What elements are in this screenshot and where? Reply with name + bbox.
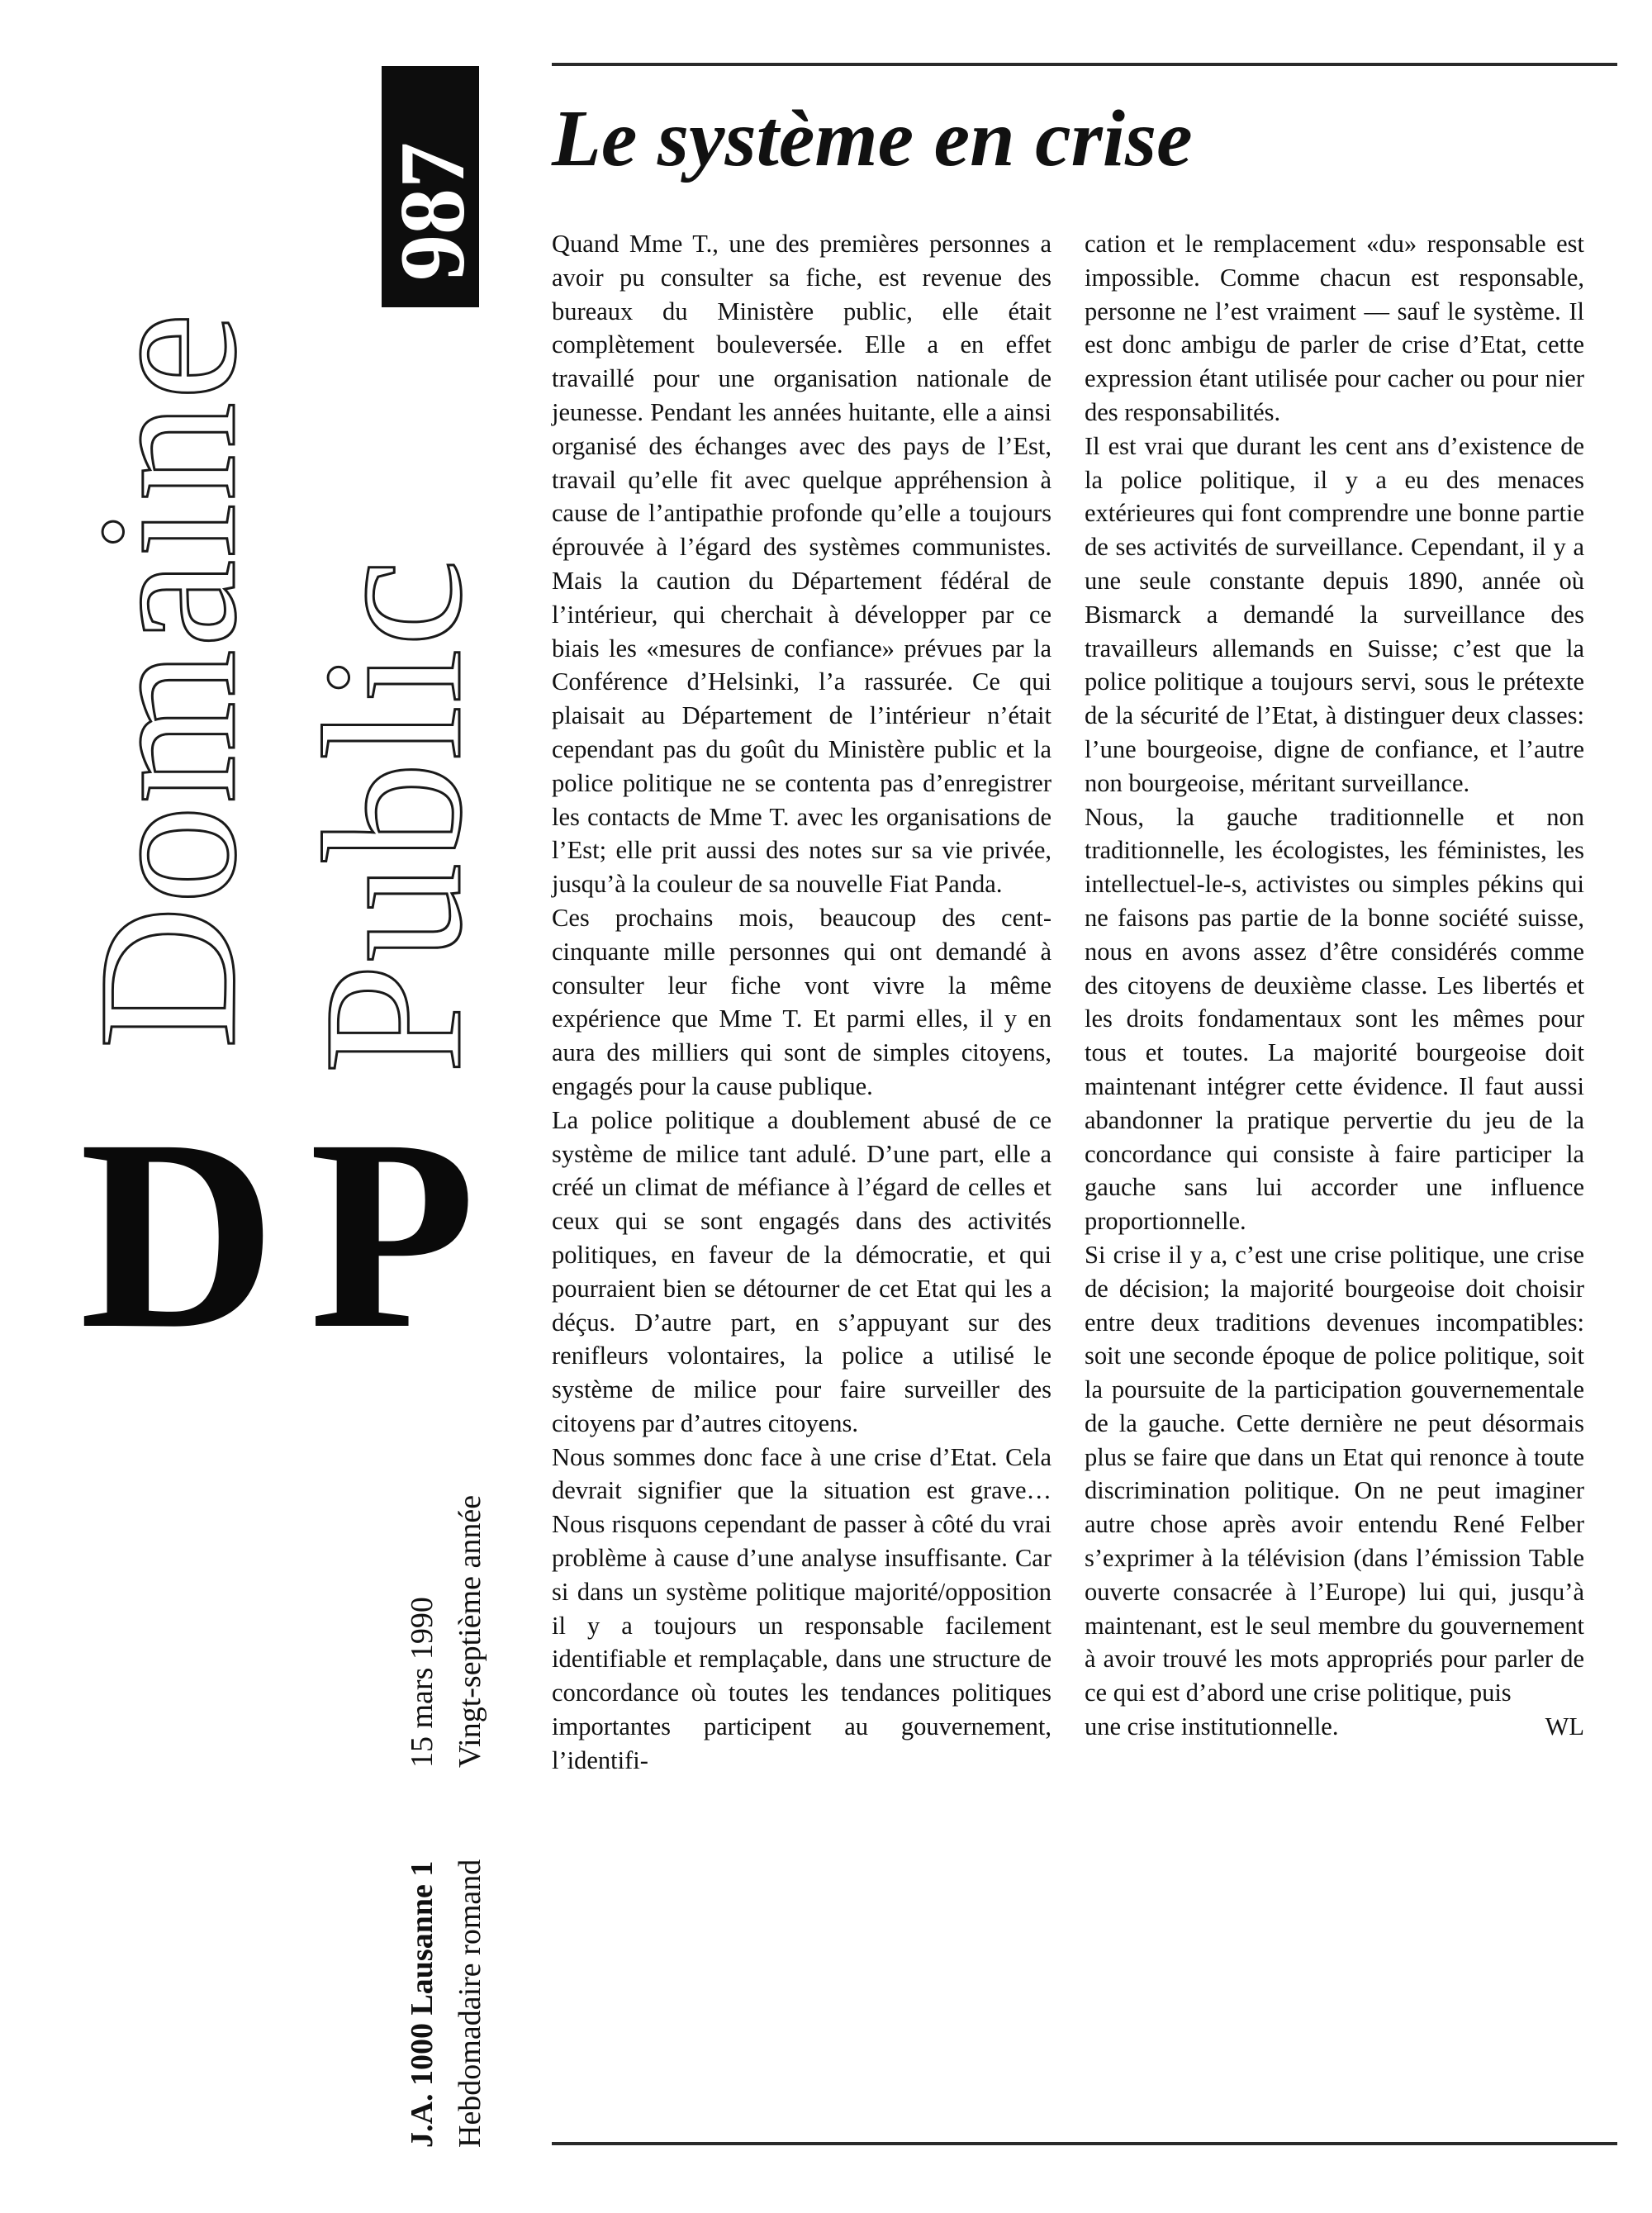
closing-line [1085,1710,1584,1744]
article-title: Le système en crise [552,94,1193,183]
paragraph: Ces prochains mois, beaucoup des cent-cinquante mille personnes qui ont demandé à consulter leur fiche vont vivre la même expérience que Mme T. Et parmi elles, il y en aura des milliers qui sont de simples citoyens, engagés pour la cause publique. [552,903,1051,1100]
paragraph: cation et le remplacement «du» responsable est impossible. Comme chacun est responsable, personne ne l’est vraiment — sauf le système. Il est donc ambigu de parler de crise d’Etat, cette expression étant utilisée pour cacher ou pour nier des responsabilités. [1085,230,1584,426]
publication-year: Vingt-septième année [453,1494,487,1768]
paragraph: Il est vrai que durant les cent ans d’existence de la police politique, il y a eu des menaces extérieures qui font comprendre une bonne partie de ses activités de surveillance. Cependant, il y a une seule constante depuis 1890, année où Bismarck a demandé la surveillance des travailleurs allemands en Suisse; c’est que la police politique a toujours servi, sous le prétexte de la sécurité de l’Etat, à distinguer deux classes: l’une bourgeoise, digne de confiance, et l’autre non bourgeoise, méritant surveillance. [1085,431,1584,797]
paragraph: Si crise il y a, c’est une crise politique, une crise de décision; la majorité bourgeoise doit choisir entre deux traditions devenues incompatibles: soit une seconde époque de police politique, soit la poursuite de la participation gouvernementale de la gauche. Cette dernière ne peut désormais plus se faire que dans un Etat qui renonce à toute discrimination politique. On ne peut imaginer autre chose après avoir entendu René Felber s’exprimer à la télévision (dans l’émission Table ouverte consacrée à l’Europe) lui qui, jusqu’à maintenant, est le seul membre du gouvernement à avoir trouvé les mots appropriés pour parler de ce qui est d’abord une crise politique, puis [1085,1240,1584,1707]
postal-line: J.A. 1000 Lausanne 1 [405,1860,439,2148]
paragraph: Nous sommes donc face à une crise d’Etat. Cela devrait signifier que la situation est grave… Nous risquons cependant de passer à côté du vrai problème à cause d’une analyse insuffisante. Car si dans un système politique majorité/opposition il y a toujours un responsable facilement identifiable et remplaçable, dans une structure de concordance où toutes les tendances politiques importantes participent au gouvernement, l’identifi- [552,1442,1051,1774]
paragraph: Nous, la gauche traditionnelle et non traditionnelle, les écologistes, les féministes, les intellectuel-le-s, activistes ou simples pékins qui ne faisons pas partie de la bonne société suisse, nous en avons assez d’être considérés comme des citoyens de deuxième classe. Les libertés et les droits fondamentaux sont les mêmes pour tous et toutes. La majorité bourgeoise doit maintenant intégrer cette évidence. Il faut aussi abandonner la pratique pervertie du jeu de la concordance qui consiste à faire participer la gauche sans lui accorder une influence proportionnelle. [1085,802,1584,1236]
masthead [0,0,545,2213]
publication-type: Hebdomadaire romand [453,1859,487,2148]
issue-number-box [382,66,484,307]
bottom-rule [552,2142,1617,2145]
article-column-1 [552,227,1051,1778]
masthead-title-domaine: Domaine [57,311,277,1049]
author-signature: WL [1545,1712,1584,1741]
masthead-title-public: Public [282,557,502,1074]
article-column-2 [1085,227,1584,1744]
issue-date: 15 mars 1990 [405,1597,439,1768]
dp-initials: DP [79,1084,509,1385]
paragraph: La police politique a doublement abusé de ce système de milice tant adulé. D’une part, elle a créé un climat de méfiance à l’égard de celles et ceux qui se sont engagés dans des activités politiques, en faveur de la démocratie, et qui pourraient bien se détourner de cet Etat qui les a déçus. D’autre part, en s’appuyant sur des renifleurs volontaires, la police a utilisé le système de milice pour faire surveiller des citoyens par d’autres citoyens. [552,1105,1051,1437]
paragraph: Quand Mme T., une des premières personnes a avoir pu consulter sa fiche, est revenue des bureaux du Ministère public, elle était complètement bouleversée. Elle a en effet travaillé pour une organisation nationale de jeunesse. Pendant les années huitante, elle a ainsi organisé des échanges avec des pays de l’Est, travail qu’elle fit avec quelque appréhension à cause de l’antipathie profonde qu’elle a toujours éprouvée à l’égard des systèmes communistes. Mais la caution du Département fédéral de l’intérieur, qui cherchait à développer par ce biais les «mesures de confiance» prévues par la Conférence d’Helsinki, l’a rassurée. Ce qui plaisait au Département de l’intérieur n’était cependant pas du goût du Ministère public et la police politique ne se contenta pas d’enregistrer les contacts de Mme T. avec les organisations de l’Est; elle prit aussi des notes sur sa vie privée, jusqu’à la couleur de sa nouvelle Fiat Panda. [552,230,1051,899]
top-rule [552,63,1617,66]
final-sentence: une crise institutionnelle. [1085,1712,1339,1741]
issue-number: 987 [382,142,484,281]
